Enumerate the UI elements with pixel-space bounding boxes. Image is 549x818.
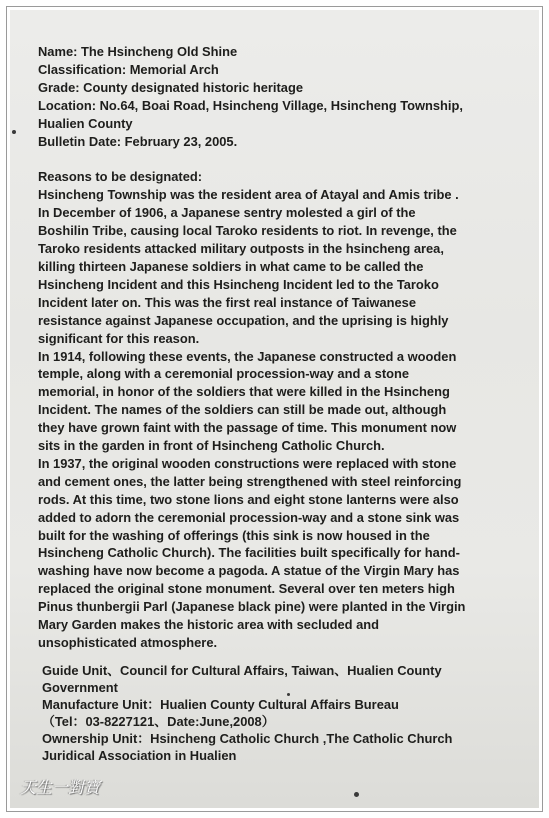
- reasons-line: replaced the original stone monument. Several over ten meters high: [38, 581, 455, 597]
- reasons-line: and cement ones, the latter being strengthened with steel reinforcing: [38, 473, 462, 489]
- reasons-line: temple, along with a ceremonial procession-way and a stone: [38, 366, 410, 382]
- reasons-line: memorial, in honor of the soldiers that were killed in the Hsincheng: [38, 384, 450, 400]
- reasons-line: Incident. The names of the soldiers can still be made out, although: [38, 402, 447, 418]
- heritage-plaque: [10, 10, 539, 808]
- reasons-line: they have grown faint with the passage of time. This monument now: [38, 420, 457, 436]
- plaque-location: Location: No.64, Boai Road, Hsincheng Village, Hsincheng Township,: [38, 97, 463, 113]
- reasons-text: [38, 186, 524, 652]
- watermark: 天生一對寶: [20, 778, 101, 797]
- reasons-line: Hsincheng Incident and this Hsincheng Incident led to the Taroko: [38, 276, 439, 292]
- reasons-line: significant for this reason.: [38, 330, 200, 346]
- reasons-line: Mary Garden makes the historic area with secluded and: [38, 617, 380, 633]
- reasons-line: unsophisticated atmosphere.: [38, 635, 218, 650]
- footer-line: （Tel：03-8227121、Date:June,2008）: [42, 714, 275, 729]
- reasons-title: Reasons to be designated:: [38, 169, 203, 185]
- reasons-line: In 1937, the original wooden constructions were replaced with stone: [38, 455, 457, 471]
- reasons-line: Pinus thunbergii Parl (Japanese black pine) were planted in the Virgin: [38, 599, 466, 615]
- footer-line: Manufacture Unit：Hualien County Cultural Affairs Bureau: [42, 697, 399, 712]
- reasons-line: In 1914, following these events, the Japanese constructed a wooden: [38, 348, 457, 364]
- footer-line: Juridical Association in Hualien: [42, 748, 237, 763]
- reasons-line: sits in the garden in front of Hsincheng Catholic Church.: [38, 438, 385, 454]
- reasons-line: Hsincheng Township was the resident area of Atayal and Amis tribe .: [38, 187, 459, 203]
- plaque-location-cont: Hualien County: [38, 115, 133, 131]
- plaque-body: [38, 43, 524, 652]
- footer-line: Guide Unit、Council for Cultural Affairs, Taiwan、Hualien County: [42, 663, 442, 678]
- reasons-line: In December of 1906, a Japanese sentry molested a girl of the: [38, 205, 416, 221]
- reasons-line: added to adorn the ceremonial procession-way and a stone sink was: [38, 509, 460, 525]
- reasons-line: killing thirteen Japanese soldiers in what came to be called the: [38, 258, 424, 274]
- reasons-line: resistance against Japanese occupation, and the uprising is highly: [38, 312, 449, 328]
- plaque-grade: Grade: County designated historic heritage: [38, 79, 304, 95]
- footer-line: Government: [42, 680, 118, 695]
- reasons-line: Hsincheng Catholic Church). The facilities built specifically for hand-: [38, 545, 460, 561]
- plaque-bulletin-date: Bulletin Date: February 23, 2005.: [38, 133, 238, 149]
- footer-line: Ownership Unit：Hsincheng Catholic Church ,The Catholic Church: [42, 731, 453, 746]
- reasons-line: Taroko residents attacked military outposts in the hsincheng area,: [38, 241, 444, 257]
- plaque-name: Name: The Hsincheng Old Shine: [38, 44, 238, 59]
- reasons-line: washing have now become a pagoda. A statue of the Virgin Mary has: [38, 563, 460, 579]
- plaque-footer: [42, 662, 528, 764]
- reasons-line: rods. At this time, two stone lions and eight stone lanterns were also: [38, 491, 459, 507]
- reasons-line: Incident later on. This was the first real instance of Taiwanese: [38, 294, 416, 310]
- reasons-line: built for the washing of offerings (this sink is now housed in the: [38, 527, 430, 543]
- plaque-classification: Classification: Memorial Arch: [38, 61, 219, 77]
- reasons-line: Boshilin Tribe, causing local Taroko residents to riot. In revenge, the: [38, 223, 457, 239]
